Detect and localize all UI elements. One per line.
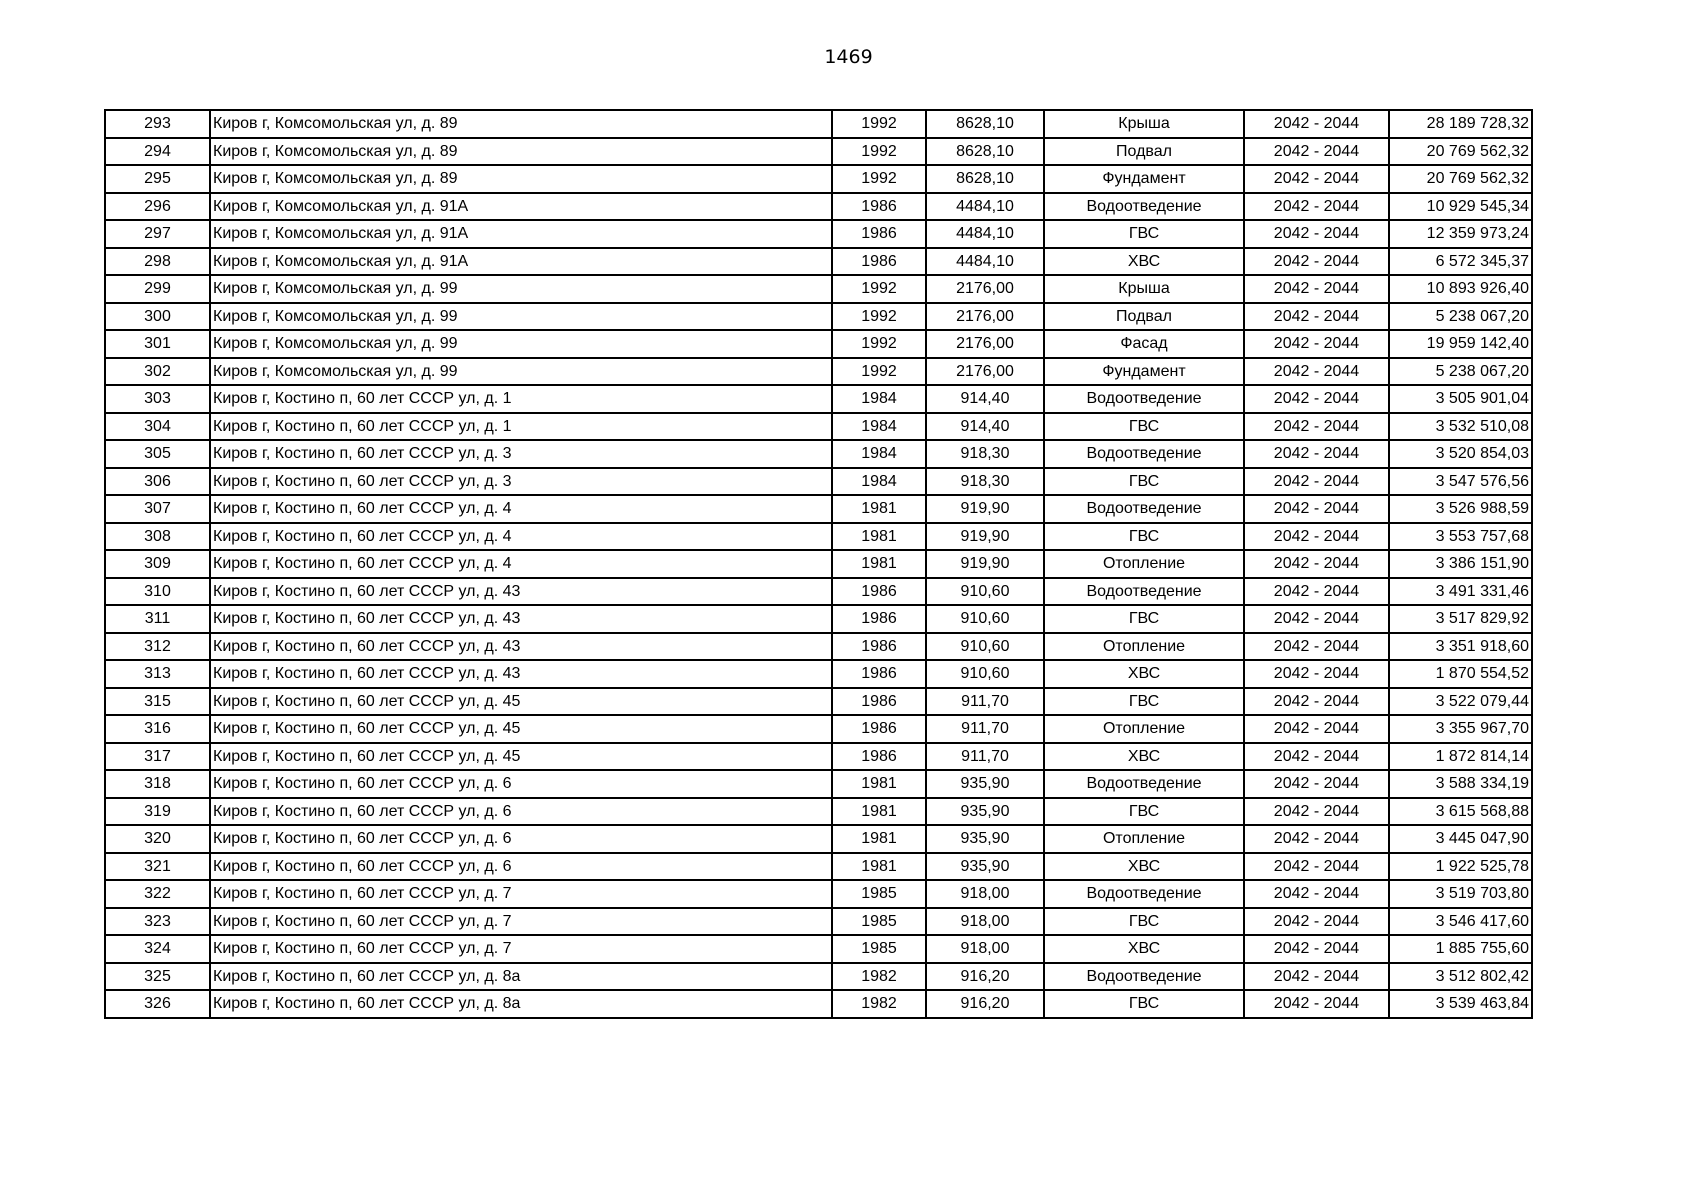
row-number-cell: 308 [105, 523, 210, 551]
row-number-cell: 309 [105, 550, 210, 578]
year-cell: 1984 [832, 385, 926, 413]
year-cell: 1986 [832, 633, 926, 661]
row-number-cell: 318 [105, 770, 210, 798]
period-cell: 2042 - 2044 [1244, 963, 1389, 991]
table-row [105, 578, 1532, 606]
row-number-cell: 319 [105, 798, 210, 826]
work-type-cell: Водоотведение [1044, 880, 1244, 908]
area-cell: 935,90 [926, 770, 1044, 798]
address-cell: Киров г, Костино п, 60 лет СССР ул, д. 43 [210, 578, 832, 606]
year-cell: 1982 [832, 990, 926, 1018]
work-type-cell: ГВС [1044, 908, 1244, 936]
work-type-cell: ХВС [1044, 853, 1244, 881]
year-cell: 1992 [832, 110, 926, 138]
cost-cell: 5 238 067,20 [1389, 303, 1532, 331]
work-type-cell: ГВС [1044, 523, 1244, 551]
cost-cell: 3 355 967,70 [1389, 715, 1532, 743]
address-cell: Киров г, Костино п, 60 лет СССР ул, д. 3 [210, 440, 832, 468]
address-cell: Киров г, Костино п, 60 лет СССР ул, д. 4 [210, 550, 832, 578]
address-cell: Киров г, Костино п, 60 лет СССР ул, д. 1 [210, 413, 832, 441]
cost-cell: 3 553 757,68 [1389, 523, 1532, 551]
cost-cell: 3 520 854,03 [1389, 440, 1532, 468]
year-cell: 1986 [832, 743, 926, 771]
area-cell: 2176,00 [926, 330, 1044, 358]
row-number-cell: 297 [105, 220, 210, 248]
area-cell: 8628,10 [926, 138, 1044, 166]
row-number-cell: 300 [105, 303, 210, 331]
work-type-cell: Водоотведение [1044, 495, 1244, 523]
row-number-cell: 303 [105, 385, 210, 413]
cost-cell: 3 522 079,44 [1389, 688, 1532, 716]
row-number-cell: 298 [105, 248, 210, 276]
cost-cell: 1 872 814,14 [1389, 743, 1532, 771]
cost-cell: 3 445 047,90 [1389, 825, 1532, 853]
period-cell: 2042 - 2044 [1244, 853, 1389, 881]
area-cell: 911,70 [926, 688, 1044, 716]
period-cell: 2042 - 2044 [1244, 908, 1389, 936]
table-row [105, 138, 1532, 166]
row-number-cell: 301 [105, 330, 210, 358]
year-cell: 1992 [832, 138, 926, 166]
table-row [105, 523, 1532, 551]
area-cell: 910,60 [926, 633, 1044, 661]
table-row [105, 963, 1532, 991]
row-number-cell: 310 [105, 578, 210, 606]
period-cell: 2042 - 2044 [1244, 633, 1389, 661]
year-cell: 1986 [832, 688, 926, 716]
row-number-cell: 295 [105, 165, 210, 193]
address-cell: Киров г, Костино п, 60 лет СССР ул, д. 4 [210, 495, 832, 523]
table-row [105, 798, 1532, 826]
address-cell: Киров г, Костино п, 60 лет СССР ул, д. 6 [210, 770, 832, 798]
year-cell: 1986 [832, 193, 926, 221]
period-cell: 2042 - 2044 [1244, 385, 1389, 413]
work-type-cell: ГВС [1044, 990, 1244, 1018]
address-cell: Киров г, Костино п, 60 лет СССР ул, д. 8а [210, 963, 832, 991]
row-number-cell: 296 [105, 193, 210, 221]
area-cell: 918,00 [926, 880, 1044, 908]
area-cell: 935,90 [926, 825, 1044, 853]
cost-cell: 1 922 525,78 [1389, 853, 1532, 881]
table-row [105, 358, 1532, 386]
area-cell: 4484,10 [926, 248, 1044, 276]
table-row [105, 468, 1532, 496]
work-type-cell: Водоотведение [1044, 770, 1244, 798]
cost-cell: 3 517 829,92 [1389, 605, 1532, 633]
address-cell: Киров г, Костино п, 60 лет СССР ул, д. 8а [210, 990, 832, 1018]
work-type-cell: ХВС [1044, 248, 1244, 276]
period-cell: 2042 - 2044 [1244, 660, 1389, 688]
year-cell: 1986 [832, 578, 926, 606]
address-cell: Киров г, Комсомольская ул, д. 89 [210, 138, 832, 166]
work-type-cell: ХВС [1044, 743, 1244, 771]
year-cell: 1984 [832, 440, 926, 468]
cost-cell: 3 351 918,60 [1389, 633, 1532, 661]
work-type-cell: Водоотведение [1044, 578, 1244, 606]
period-cell: 2042 - 2044 [1244, 880, 1389, 908]
table-row [105, 165, 1532, 193]
table-row [105, 275, 1532, 303]
year-cell: 1992 [832, 165, 926, 193]
address-cell: Киров г, Костино п, 60 лет СССР ул, д. 43 [210, 633, 832, 661]
area-cell: 911,70 [926, 715, 1044, 743]
cost-cell: 3 526 988,59 [1389, 495, 1532, 523]
table-row [105, 770, 1532, 798]
work-type-cell: Подвал [1044, 303, 1244, 331]
area-cell: 916,20 [926, 963, 1044, 991]
row-number-cell: 317 [105, 743, 210, 771]
period-cell: 2042 - 2044 [1244, 688, 1389, 716]
row-number-cell: 323 [105, 908, 210, 936]
year-cell: 1981 [832, 523, 926, 551]
year-cell: 1981 [832, 798, 926, 826]
work-type-cell: ГВС [1044, 220, 1244, 248]
period-cell: 2042 - 2044 [1244, 605, 1389, 633]
row-number-cell: 324 [105, 935, 210, 963]
table-row [105, 220, 1532, 248]
table-row [105, 715, 1532, 743]
work-type-cell: Отопление [1044, 825, 1244, 853]
work-type-cell: Фундамент [1044, 358, 1244, 386]
area-cell: 910,60 [926, 660, 1044, 688]
table-row [105, 660, 1532, 688]
row-number-cell: 306 [105, 468, 210, 496]
cost-cell: 19 959 142,40 [1389, 330, 1532, 358]
table-row [105, 413, 1532, 441]
period-cell: 2042 - 2044 [1244, 110, 1389, 138]
repair-register-table [104, 109, 1533, 1019]
address-cell: Киров г, Костино п, 60 лет СССР ул, д. 45 [210, 688, 832, 716]
table-body [105, 110, 1532, 1018]
cost-cell: 3 547 576,56 [1389, 468, 1532, 496]
work-type-cell: Отопление [1044, 715, 1244, 743]
cost-cell: 3 386 151,90 [1389, 550, 1532, 578]
address-cell: Киров г, Комсомольская ул, д. 99 [210, 358, 832, 386]
work-type-cell: Крыша [1044, 110, 1244, 138]
address-cell: Киров г, Костино п, 60 лет СССР ул, д. 45 [210, 715, 832, 743]
table-row [105, 495, 1532, 523]
work-type-cell: Водоотведение [1044, 193, 1244, 221]
cost-cell: 3 588 334,19 [1389, 770, 1532, 798]
area-cell: 4484,10 [926, 193, 1044, 221]
period-cell: 2042 - 2044 [1244, 248, 1389, 276]
cost-cell: 3 546 417,60 [1389, 908, 1532, 936]
area-cell: 911,70 [926, 743, 1044, 771]
address-cell: Киров г, Комсомольская ул, д. 89 [210, 110, 832, 138]
area-cell: 4484,10 [926, 220, 1044, 248]
period-cell: 2042 - 2044 [1244, 715, 1389, 743]
period-cell: 2042 - 2044 [1244, 303, 1389, 331]
cost-cell: 3 512 802,42 [1389, 963, 1532, 991]
table-row [105, 633, 1532, 661]
row-number-cell: 299 [105, 275, 210, 303]
area-cell: 2176,00 [926, 275, 1044, 303]
area-cell: 916,20 [926, 990, 1044, 1018]
address-cell: Киров г, Костино п, 60 лет СССР ул, д. 4 [210, 523, 832, 551]
table-row [105, 880, 1532, 908]
cost-cell: 20 769 562,32 [1389, 165, 1532, 193]
address-cell: Киров г, Комсомольская ул, д. 99 [210, 330, 832, 358]
year-cell: 1986 [832, 220, 926, 248]
work-type-cell: Крыша [1044, 275, 1244, 303]
cost-cell: 3 539 463,84 [1389, 990, 1532, 1018]
area-cell: 918,00 [926, 935, 1044, 963]
work-type-cell: Водоотведение [1044, 440, 1244, 468]
row-number-cell: 294 [105, 138, 210, 166]
period-cell: 2042 - 2044 [1244, 770, 1389, 798]
cost-cell: 1 885 755,60 [1389, 935, 1532, 963]
year-cell: 1981 [832, 495, 926, 523]
period-cell: 2042 - 2044 [1244, 193, 1389, 221]
work-type-cell: ГВС [1044, 798, 1244, 826]
year-cell: 1984 [832, 468, 926, 496]
period-cell: 2042 - 2044 [1244, 330, 1389, 358]
address-cell: Киров г, Комсомольская ул, д. 91А [210, 248, 832, 276]
area-cell: 935,90 [926, 798, 1044, 826]
period-cell: 2042 - 2044 [1244, 165, 1389, 193]
work-type-cell: Отопление [1044, 550, 1244, 578]
address-cell: Киров г, Костино п, 60 лет СССР ул, д. 7 [210, 908, 832, 936]
address-cell: Киров г, Костино п, 60 лет СССР ул, д. 7 [210, 935, 832, 963]
table-row [105, 990, 1532, 1018]
table-row [105, 825, 1532, 853]
cost-cell: 20 769 562,32 [1389, 138, 1532, 166]
period-cell: 2042 - 2044 [1244, 495, 1389, 523]
address-cell: Киров г, Костино п, 60 лет СССР ул, д. 6 [210, 825, 832, 853]
area-cell: 2176,00 [926, 358, 1044, 386]
row-number-cell: 313 [105, 660, 210, 688]
year-cell: 1985 [832, 935, 926, 963]
period-cell: 2042 - 2044 [1244, 798, 1389, 826]
period-cell: 2042 - 2044 [1244, 220, 1389, 248]
area-cell: 918,00 [926, 908, 1044, 936]
year-cell: 1992 [832, 275, 926, 303]
table-row [105, 605, 1532, 633]
area-cell: 8628,10 [926, 110, 1044, 138]
address-cell: Киров г, Костино п, 60 лет СССР ул, д. 43 [210, 605, 832, 633]
table-row [105, 853, 1532, 881]
area-cell: 2176,00 [926, 303, 1044, 331]
area-cell: 914,40 [926, 385, 1044, 413]
address-cell: Киров г, Комсомольская ул, д. 91А [210, 220, 832, 248]
area-cell: 919,90 [926, 495, 1044, 523]
table-row [105, 688, 1532, 716]
row-number-cell: 326 [105, 990, 210, 1018]
area-cell: 918,30 [926, 440, 1044, 468]
period-cell: 2042 - 2044 [1244, 935, 1389, 963]
address-cell: Киров г, Костино п, 60 лет СССР ул, д. 3 [210, 468, 832, 496]
cost-cell: 10 893 926,40 [1389, 275, 1532, 303]
work-type-cell: Водоотведение [1044, 385, 1244, 413]
year-cell: 1981 [832, 550, 926, 578]
table-row [105, 303, 1532, 331]
work-type-cell: ГВС [1044, 605, 1244, 633]
work-type-cell: ГВС [1044, 413, 1244, 441]
row-number-cell: 322 [105, 880, 210, 908]
table-row [105, 440, 1532, 468]
table-row [105, 385, 1532, 413]
address-cell: Киров г, Комсомольская ул, д. 99 [210, 303, 832, 331]
year-cell: 1986 [832, 248, 926, 276]
work-type-cell: ХВС [1044, 935, 1244, 963]
year-cell: 1984 [832, 413, 926, 441]
table-row [105, 935, 1532, 963]
period-cell: 2042 - 2044 [1244, 523, 1389, 551]
cost-cell: 1 870 554,52 [1389, 660, 1532, 688]
row-number-cell: 312 [105, 633, 210, 661]
period-cell: 2042 - 2044 [1244, 358, 1389, 386]
period-cell: 2042 - 2044 [1244, 138, 1389, 166]
address-cell: Киров г, Костино п, 60 лет СССР ул, д. 45 [210, 743, 832, 771]
period-cell: 2042 - 2044 [1244, 440, 1389, 468]
address-cell: Киров г, Костино п, 60 лет СССР ул, д. 1 [210, 385, 832, 413]
table-row [105, 193, 1532, 221]
area-cell: 935,90 [926, 853, 1044, 881]
table-row [105, 550, 1532, 578]
year-cell: 1986 [832, 605, 926, 633]
year-cell: 1992 [832, 303, 926, 331]
work-type-cell: ХВС [1044, 660, 1244, 688]
work-type-cell: Отопление [1044, 633, 1244, 661]
area-cell: 919,90 [926, 550, 1044, 578]
period-cell: 2042 - 2044 [1244, 550, 1389, 578]
cost-cell: 12 359 973,24 [1389, 220, 1532, 248]
row-number-cell: 305 [105, 440, 210, 468]
work-type-cell: Фундамент [1044, 165, 1244, 193]
row-number-cell: 316 [105, 715, 210, 743]
row-number-cell: 307 [105, 495, 210, 523]
year-cell: 1986 [832, 715, 926, 743]
table-row [105, 743, 1532, 771]
area-cell: 919,90 [926, 523, 1044, 551]
year-cell: 1981 [832, 770, 926, 798]
row-number-cell: 311 [105, 605, 210, 633]
cost-cell: 3 532 510,08 [1389, 413, 1532, 441]
address-cell: Киров г, Комсомольская ул, д. 99 [210, 275, 832, 303]
area-cell: 918,30 [926, 468, 1044, 496]
year-cell: 1992 [832, 330, 926, 358]
table-row [105, 330, 1532, 358]
row-number-cell: 320 [105, 825, 210, 853]
address-cell: Киров г, Костино п, 60 лет СССР ул, д. 7 [210, 880, 832, 908]
area-cell: 914,40 [926, 413, 1044, 441]
table-row [105, 908, 1532, 936]
period-cell: 2042 - 2044 [1244, 275, 1389, 303]
year-cell: 1981 [832, 853, 926, 881]
cost-cell: 3 491 331,46 [1389, 578, 1532, 606]
period-cell: 2042 - 2044 [1244, 825, 1389, 853]
row-number-cell: 293 [105, 110, 210, 138]
address-cell: Киров г, Костино п, 60 лет СССР ул, д. 6 [210, 798, 832, 826]
cost-cell: 6 572 345,37 [1389, 248, 1532, 276]
period-cell: 2042 - 2044 [1244, 990, 1389, 1018]
year-cell: 1992 [832, 358, 926, 386]
area-cell: 910,60 [926, 605, 1044, 633]
area-cell: 8628,10 [926, 165, 1044, 193]
work-type-cell: Водоотведение [1044, 963, 1244, 991]
cost-cell: 10 929 545,34 [1389, 193, 1532, 221]
cost-cell: 28 189 728,32 [1389, 110, 1532, 138]
cost-cell: 3 519 703,80 [1389, 880, 1532, 908]
row-number-cell: 315 [105, 688, 210, 716]
work-type-cell: ГВС [1044, 688, 1244, 716]
period-cell: 2042 - 2044 [1244, 468, 1389, 496]
work-type-cell: Фасад [1044, 330, 1244, 358]
row-number-cell: 302 [105, 358, 210, 386]
row-number-cell: 321 [105, 853, 210, 881]
period-cell: 2042 - 2044 [1244, 743, 1389, 771]
table-row [105, 248, 1532, 276]
period-cell: 2042 - 2044 [1244, 578, 1389, 606]
cost-cell: 5 238 067,20 [1389, 358, 1532, 386]
address-cell: Киров г, Костино п, 60 лет СССР ул, д. 43 [210, 660, 832, 688]
year-cell: 1985 [832, 908, 926, 936]
work-type-cell: Подвал [1044, 138, 1244, 166]
address-cell: Киров г, Комсомольская ул, д. 89 [210, 165, 832, 193]
row-number-cell: 325 [105, 963, 210, 991]
work-type-cell: ГВС [1044, 468, 1244, 496]
area-cell: 910,60 [926, 578, 1044, 606]
period-cell: 2042 - 2044 [1244, 413, 1389, 441]
page-number: 1469 [824, 46, 873, 68]
address-cell: Киров г, Комсомольская ул, д. 91А [210, 193, 832, 221]
cost-cell: 3 615 568,88 [1389, 798, 1532, 826]
year-cell: 1981 [832, 825, 926, 853]
year-cell: 1982 [832, 963, 926, 991]
table-row [105, 110, 1532, 138]
cost-cell: 3 505 901,04 [1389, 385, 1532, 413]
year-cell: 1985 [832, 880, 926, 908]
year-cell: 1986 [832, 660, 926, 688]
row-number-cell: 304 [105, 413, 210, 441]
address-cell: Киров г, Костино п, 60 лет СССР ул, д. 6 [210, 853, 832, 881]
